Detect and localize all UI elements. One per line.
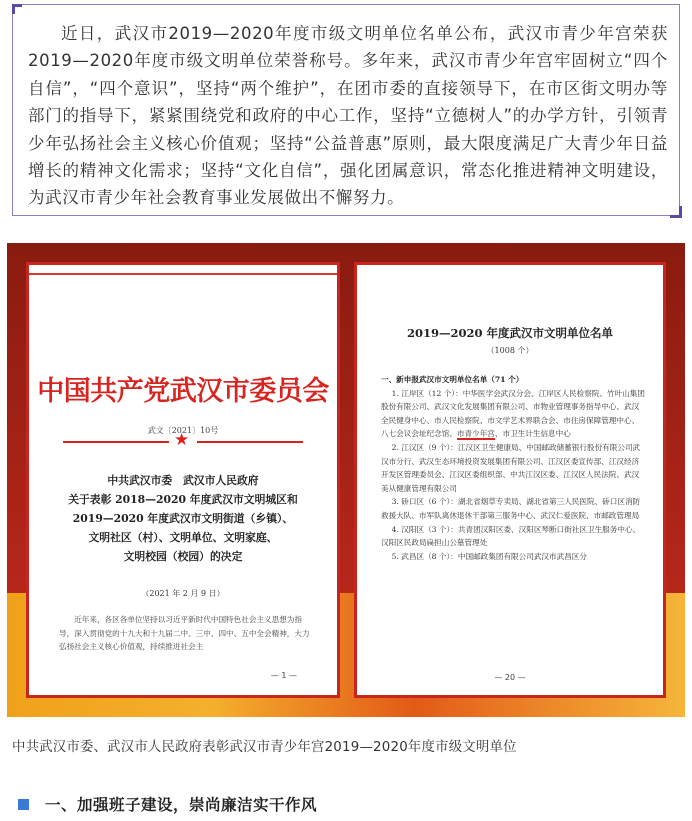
page-number: — 20 — (494, 673, 526, 682)
decision-title (29, 471, 337, 566)
page-number: — 1 — (270, 671, 297, 680)
section-title: 一、加强班子建设，崇尚廉洁实干作风 (45, 796, 318, 814)
list-item: 3. 硚口区（6 个）：湖北省烟草专卖局、湖北省第三人民医院、硚口区消防救援大队、市军队离休退休干部第三服务中心、武汉仁爱医院、市邮政管理局 (381, 497, 641, 520)
list-item: 4. 汉阳区（3 个）：共青团汉阳区委、汉阳区琴断口街社区卫生服务中心、汉阳区民政局扁担山公墓管理处 (381, 524, 641, 548)
red-rule-left (63, 441, 169, 443)
list-title: 2019—2020 年度武汉市文明单位名单 (406, 326, 614, 340)
decision-date: （2021 年 2 月 9 日） (141, 589, 225, 598)
document-number: 武文〔2021〕10号 (147, 426, 219, 435)
decision-line: 文明社区（村）、文明单位、文明家庭、 (88, 531, 278, 544)
intro-paragraph: 近日，武汉市2019—2020年度市级文明单位名单公布，武汉市青少年宫荣获2019—2020年度市级文明单位荣誉称号。多年来，武汉市青少年宫牢固树立“四个自信”，“四个意识”，坚持“两个维护”，在团市委的直接领导下，在市区街文明办等部门的指导下，紧紧围绕党和政府的中心工作，坚持“立德树人”的办学方针，引领青少年弘扬社会主义核心价值观；坚持“公益普惠”原则，最大限度满足广大青少年日益增长的精神文化需求；坚持“文化自信”，强化团属意识，常态化推进精神文明建设，为武汉市青少年社会教育事业发展做出不懈努力。 (28, 24, 668, 208)
star-icon: ★ (174, 430, 190, 450)
intro-corner-decoration (12, 4, 22, 14)
list-body (381, 373, 645, 563)
documents-photo (7, 243, 685, 717)
highlighted-unit: 市青少年宫 (456, 429, 495, 439)
list-item: 2. 江汉区（9 个）：江汉区卫生健康局、中国邮政储蓄银行股份有限公司武汉市分行、武汉生态环境投资发展集团有限公司、江汉区委宣传部、江汉经济开发区管理委员会、江汉区委组织部、中共江汉区委、江汉区人民法院、武汉美从健康管理有限公司 (381, 442, 641, 493)
intro-corner-decoration-bottom (670, 206, 682, 218)
decision-line: 2019—2020 年度武汉市文明街道（乡镇）、 (72, 512, 294, 525)
section-heading (18, 793, 317, 815)
decision-line: 文明校园（校园）的决定 (123, 550, 243, 563)
list-item-text: 1. 江岸区（12 个）：中华医学会武汉分会、江岸区人民检察院、竹叶山集团股份有限公司、武汉文化发展集团有限公司、市物业管理事务指导中心、武汉全民健身中心、市人民检察院、市文学艺术界联合会、市住房保障管理中心、八七会议会址纪念馆、 (381, 388, 645, 439)
list-count: （1008 个） (486, 346, 534, 355)
list-section-heading: 一、新申报武汉市文明单位名单（71 个） (381, 375, 524, 384)
photo-caption: 中共武汉市委、武汉市人民政府表彰武汉市青少年宫2019—2020年度市级文明单位 (12, 740, 517, 755)
decision-line: 关于表彰 2018—2020 年度武汉市文明城区和 (68, 493, 298, 506)
list-item-text: 、市卫生计生信息中心 (494, 429, 571, 439)
decision-document (29, 265, 337, 695)
list-item: 5. 武昌区（8 个）：中国邮政集团有限公司武汉市武昌区分 (391, 551, 587, 561)
square-bullet-icon (18, 799, 29, 810)
document-border-line (29, 273, 337, 275)
decision-line: 中共武汉市委 武汉市人民政府 (107, 474, 259, 487)
list-item (381, 387, 645, 441)
document-header: 中国共产党武汉市委员会 (37, 376, 329, 407)
unit-list-document (357, 265, 663, 695)
red-rule-right (197, 441, 303, 443)
document-body: 近年来，各区各单位坚持以习近平新时代中国特色社会主义思想为指导，深入贯彻党的十九大和十九届二中、三中、四中、五中全会精神，大力弘扬社会主义核心价值观，持续推进社会主 (59, 615, 310, 651)
